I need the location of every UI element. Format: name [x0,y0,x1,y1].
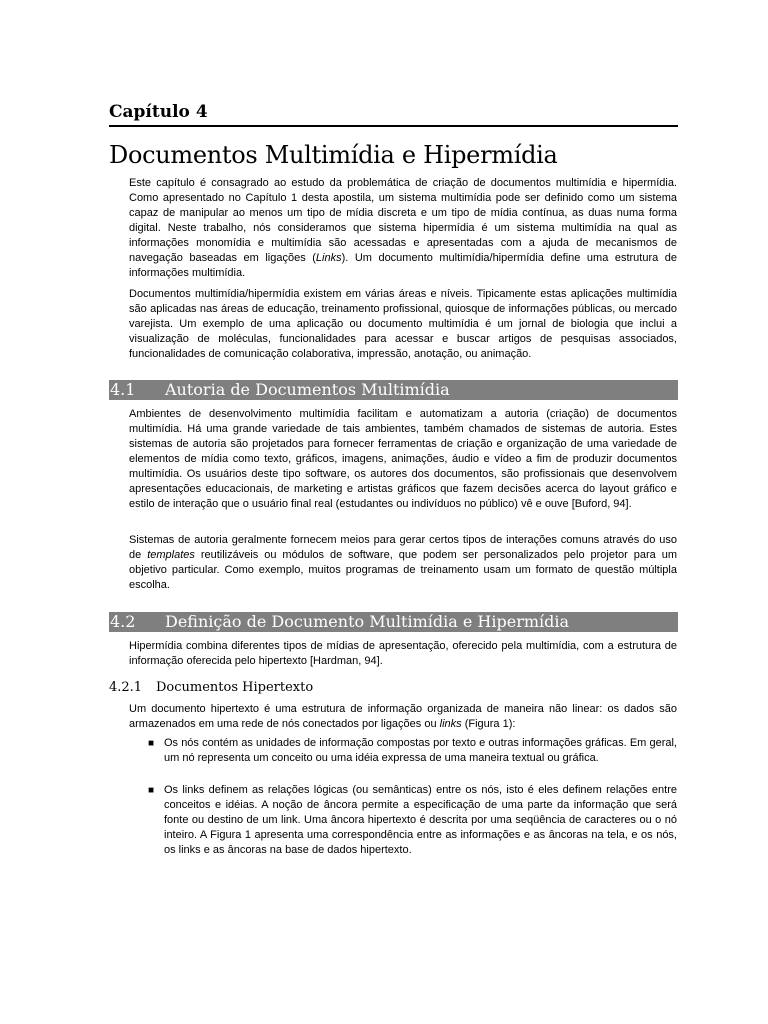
subsection-title: Documentos Hipertexto [156,680,314,695]
section-heading-4-2 [109,612,678,632]
sub-p1-emph: links [439,718,462,730]
intro-p1-text: Este capítulo é consagrado ao estudo da problemática de criação de documentos multimídia e hipermídia. Como apresentado no Capítulo 1 desta apostila, um sistema multimídia pode ser definido como um sistema capaz de manipular ao menos um tipo de mídia discreta e um tipo de mídia contínua, as duas numa forma digital. Neste trabalho, nós consideramos que sistema hipermídia é um sistema multimídia na qual as informações monomídia e multimídia são acessadas e apresentadas com a ajuda de mecanismos de navegação baseadas em ligações ( [129,177,677,264]
section-title: Autoria de Documentos Multimídia [165,380,450,399]
sub-p1-text-end: (Figura 1): [461,718,516,730]
section-number: 4.1 [110,380,136,399]
bullet-item: Os nós contém as unidades de informação compostas por texto e outras informações gráficas. Em geral, um nó representa um conceito ou uma idéia expressa de uma maneira textual ou gráfica. [164,737,677,764]
chapter-label: Capítulo 4 [109,101,678,127]
subsection-number: 4.2.1 [109,680,143,695]
s41-p2-text-end: reutilizáveis ou módulos de software, que podem ser personalizados pelo projetor para um objetivo particular. Como exemplo, muitos programas de treinamento usam um formato de questão múltipla escolha. [129,549,677,591]
section-title: Definição de Documento Multimídia e Hipermídia [165,612,570,631]
s41-p2-emph: templates [147,549,195,561]
intro-p1-emph: Links [315,252,342,264]
section-heading-4-1 [109,380,678,400]
intro-paragraph-2: Documentos multimídia/hipermídia existem em várias áreas e níveis. Tipicamente estas aplicações multimídia são aplicadas nas áreas de educação, treinamento profissional, quiosque de informações públicas, ou mercado varejista. Um exemplo de uma aplicação ou documento multimídia é um jornal de biologia que inclui a visualização de moléculas, funcionalidades para acessar e buscar artigos de pesquisas associados, funcionalidades de comunicação colaborativa, impressão, anotação, ou animação. [129,288,677,360]
square-bullet-icon: ■ [148,738,155,749]
square-bullet-icon: ■ [148,785,155,796]
chapter-title: Documentos Multimídia e Hipermídia [109,141,558,169]
sub-p1-text: Um documento hipertexto é uma estrutura de informação organizada de maneira não linear: os dados são armazenados em uma rede de nós conectados por ligações ou [129,703,677,730]
bullet-item: Os links definem as relações lógicas (ou semânticas) entre os nós, isto é eles definem relações entre conceitos e idéias. A noção de âncora permite a especificação de uma parte da informação que será fonte ou destino de um link. Uma âncora hipertexto é descrita por uma seqüência de caracteres ou o nó inteiro. A Figura 1 apresenta uma correspondência entre as informações e as âncoras na tela, e os nós, os links e as âncoras na base de dados hipertexto. [164,784,677,856]
s41-p2-text: Sistemas de autoria geralmente fornecem meios para gerar certos tipos de interações comuns através do uso de [129,534,677,561]
section-number: 4.2 [110,612,136,631]
section-4-1-paragraph-1: Ambientes de desenvolvimento multimídia facilitam e automatizam a autoria (criação) de documentos multimídia. Há uma grande variedade de tais ambientes, também chamados de sistemas de autoria. Estes sistemas de autoria são projetados para fornecer ferramentas de criação e organização de uma variedade de elementos de mídia como texto, gráficos, imagens, animações, áudio e vídeo a fim de produzir documentos multimídia. Os usuários deste tipo software, os autores dos documentos, são profissionais que desenvolvem apresentações educacionais, de marketing e artistas gráficos que fazem decisões acerca do layout gráfico e estilo de interação que o usuário final real (estudantes ou indivíduos no público) vê e ouve [Buford, 94]. [129,408,677,510]
subsection-paragraph-1 [129,702,677,732]
section-4-2-paragraph-1: Hipermídia combina diferentes tipos de mídias de apresentação, oferecido pela multimídia, com a estrutura de informação oferecida pelo hipertexto [Hardman, 94]. [129,640,677,667]
intro-p1-text-end: ). Um documento multimídia/hipermídia define uma estrutura de informações multimídia. [129,252,678,279]
intro-paragraph-1 [129,176,677,281]
section-4-1-paragraph-2 [129,533,677,593]
